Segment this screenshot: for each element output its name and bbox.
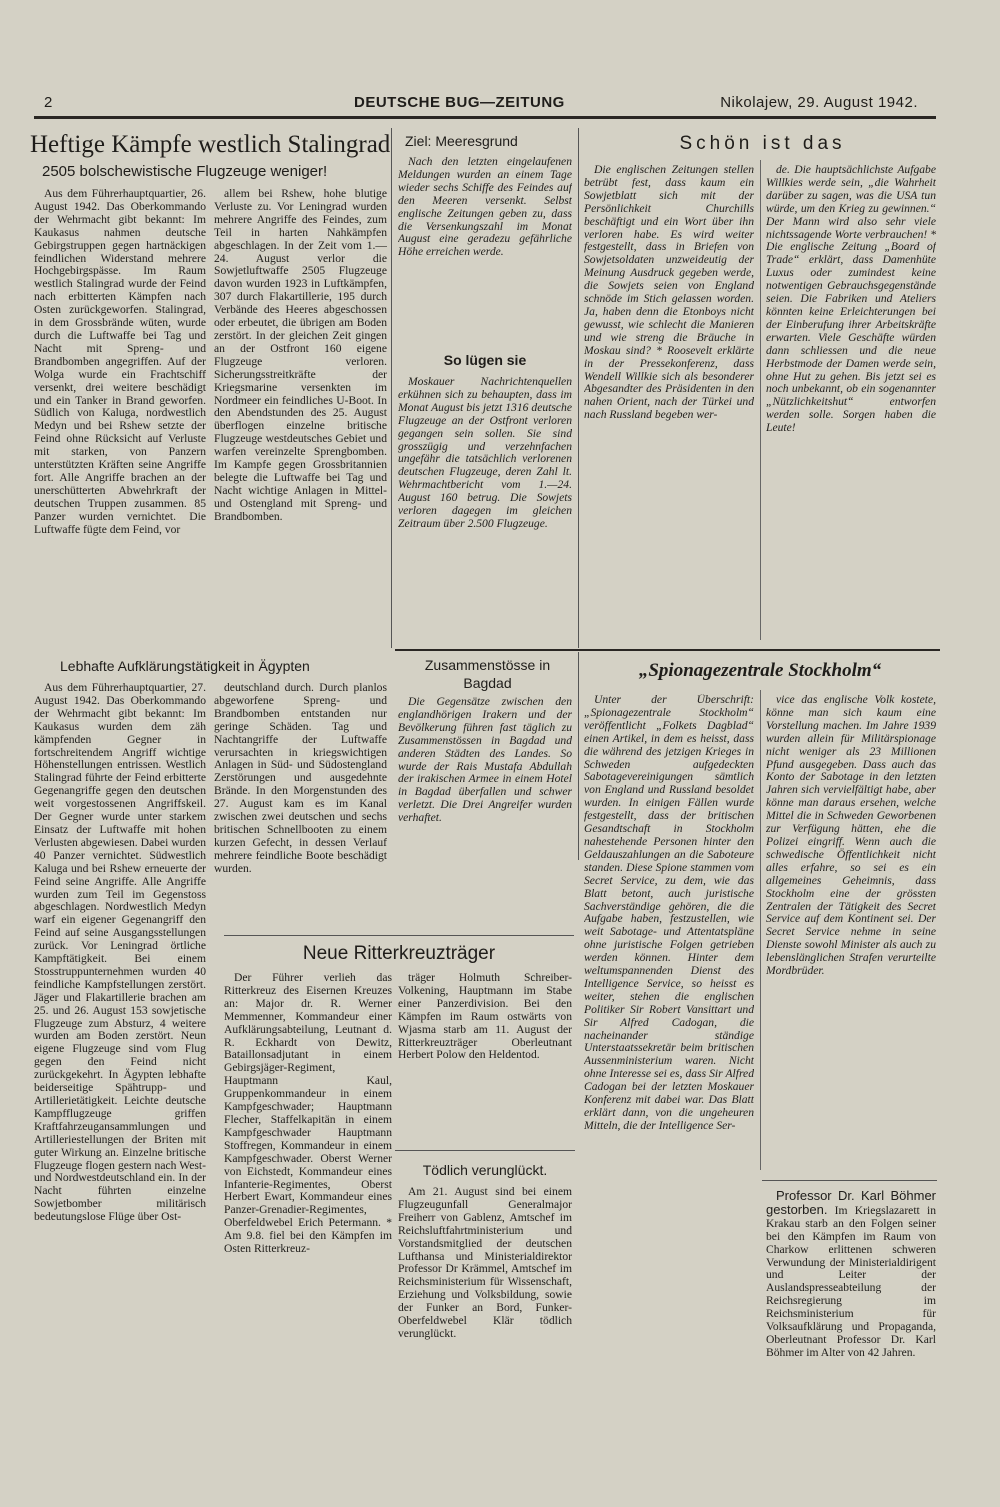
article-headline: Neue Ritterkreuzträger [302, 943, 496, 964]
article-text: Unter der Überschrift: „Spionagezentrale Stockholm“ veröffentlicht „Folkets Dagblad“ einen Artikel, in dem es heisst, dass die während des jetzigen Krieges in Schweden aufgedeckten Sabotagevereinigungen sämtlich von England und Russland besoldet wurden. In einigen Fällen wurde festgestellt, dass der britischen Gesandtschaft in Stockholm nahestehende Personen hinter den Geldauszahlungen an die Saboteure standen. Diese Spione stammen vom Secret Service, zu dem, wie das Blatt betont, auch juristische Sachverständige gehören, die die Aufgabe haben, festzustellen, wie weit Sabotage- und Attentatspläne ohne juristische Folgen getrieben werden können. Hinter dem weltumspannenden Dienst des Intelligence Service, so heisst es weiter, stehen die englischen Politiker Sir Robert Vansittart und Sir Alfred Cadogan, die nacheinander ständige Unterstaatssekretär beim britischen Aussenministerium waren. Nicht ohne Interesse sei es, dass Sir Alfred Cadogan bei der letzten Moskauer Konferenz mit dabei war. Das Blatt erklärt dann, von die ungeheuren Mitteln, die der Intelligence Ser- [584, 694, 754, 1132]
article-text: Professor Dr. Karl Böhmer gestorben. Im Kriegslazarett in Krakau starb an den Folgen seiner bei den Kämpfen im Raum von Charkow erlittenen schweren Verwundung der Ministerialdirigent und Leiter der Auslandspresseabteilung der Reichsregierung im Reichsministerium für Volksaufklärung und Propaganda, Oberleutnant Professor Dr. Karl Böhmer im Alter von 42 Jahren. [766, 1190, 936, 1359]
section-rule [395, 649, 940, 651]
section-rule [224, 935, 574, 936]
article-text: Aus dem Führerhauptquartier, 27. August 1942. Das Oberkommando der Wehrmacht gibt bekannt: Im Kaukasus wurden dem zäh kämpfenden Gegner in fortschreitendem Angriff wichtige Höhenstellungen entrissen. Westlich Stalingrad führte der Feind erbitterte Gegenangriffe gegen den deutschen weit vorgestossenen Angriffskeil. Der Gegner wurde unter starkem Einsatz der Luftwaffe mit hohen Verlusten abgewiesen. Dabei wurden 40 Panzer vernichtet. Südwestlich Kaluga und bei Rshew erneuerte der Feind seine Angriffe. Alle Angriffe wurden zum Teil im Gegenstoss abgeschlagen. Nordwestlich Medyn warf ein eigener Gegenangriff den Feind auf seine Ausgangsstellungen zurück. Vor Leningrad örtliche Kampftätigkeit. Bei einem Stosstruppunternehmen wurden 40 feindliche Kampfstellungen zerstört. Jäger und Flakartillerie brachen am 25. und 26. August 153 sowjetische Flugzeuge zum Absturz, 4 weitere wurden am Boden zerstört. Neun eigene Flugzeuge sind vom Flug gegen den Feind nicht zurückgekehrt. In Ägypten lebhafte beiderseitige Spähtrupp- und Artillerietätigkeit. Leichte deutsche Kampfflugzeuge griffen Kraftfahrzeugansammlungen und Artilleriestellungen der Briten mit guter Wirkung an. Einzelne britische Flugzeuge flogen gestern nach West- und Nordwestdeutschland ein. In der Nacht führten einzelne Sowjetbomber militärisch bedeutungslose Flüge über Ost- [34, 682, 206, 1224]
article-headline: So lügen sie [443, 352, 527, 368]
article-text: Die englischen Zeitungen stellen betrübt fest, dass kaum ein Sowjetblatt sich mit der Persönlichkeit Churchills beschäftigt und ein Wort über ihn verloren habe. Es wird weiter festgestellt, dass in Briefen von Sowjetsoldaten unzweideutig der Meinung Ausdruck gegeben werde, die Sowjets seien von England schnöde im Stich gelassen worden. Ja, haben denn die Etonboys nicht gewusst, wie schlecht die Manieren und wie streng die Bräuche in Moskau sind? * Roosevelt erklärte in der Pressekonferenz, dass Wendell Willkie sich als besonderer Abgesandter des Präsidenten in den nahen Orient, nach der Türkei und nach Russland begeben wer- [584, 164, 754, 422]
article-headline: Professor Dr. Karl Böhmer gestorben. [766, 1190, 936, 1217]
column-divider [760, 690, 761, 1170]
article-text: vice das englische Volk kostete, könne man sich kaum eine Vorstellung machen. Im Jahre 1939 wurden allein für Militärspionage nicht weniger als 23 Millionen Pfund ausgegeben. Dass auch das Konto der Sabotage in den letzten Jahren sich vervielfältigt habe, aber könne man daraus ersehen, welche Mittel die in Schweden Geworbenen zur Verfügung hätten, ehe die Polizei eingriff. Wenn auch die schwedische Öffentlichkeit nicht alles erfahre, so sei es ein allgemeines Geheimnis, dass Stockholm eine der grössten Zentralen der Tätigkeit des Secret Service auf dem Kontinent sei. Der Secret Service nehme in seine Dienste sowohl Minister als auch zu lebenslänglichen Strafen verurteilte Mordbrüder. [766, 694, 936, 978]
section-rule [395, 1150, 575, 1151]
article-text: Aus dem Führerhauptquartier, 26. August 1942. Das Oberkommando der Wehrmacht gibt bekannt: Im Kaukasus nahmen deutsche Gebirgstruppen gegen hartnäckigen feindlichen Widerstand mehrere Hochgebirgspässe. Im Raum westlich Stalingrad wurde der Feind nach erbitterten Kämpfen nach Osten zurückgeworfen. Stalingrad, in dem Grossbrände wüten, wurde durch die Luftwaffe bei Tag und Nacht mit Spreng- und Brandbomben angegriffen. Auf der Wolga wurde ein Frachtschiff versenkt, drei weitere beschädigt und ein Tanker in Brand geworfen. Südlich von Kaluga, nordwestlich Medyn und bei Rshew setzte der Feind ohne Rücksicht auf Verluste mit starken, von Panzern unterstützten Kräften seine Angriffe fort. Alle Angriffe brachen an der unerschütterten Abwehrkraft der deutschen Truppen zusammen. 85 Panzer wurden vernichtet. Die Luftwaffe fügte dem Feind, vor [34, 188, 206, 536]
article-headline: Schön ist das [679, 133, 846, 154]
masthead-rule [34, 116, 936, 119]
section-rule [762, 1180, 937, 1181]
article-text: deutschland durch. Durch planlos abgeworfene Spreng- und Brandbomben entstanden nur geringe Schäden. Tag und Nachtangriffe der Luftwaffe verursachten in kriegswichtigen Anlagen in Süd- und Südostengland Zerstörungen und ausgedehnte Brände. In den Morgenstunden des 27. August kam es im Kanal zwischen zwei deutschen und sechs britischen Schnellbooten zu einem kurzen Gefecht, in dessen Verlauf mehrere feindliche Boote beschädigt wurden. [214, 682, 387, 875]
dateline: Nikolajew, 29. August 1942. [720, 94, 918, 111]
column-divider [760, 160, 761, 640]
article-headline: Ziel: Meeresgrund [405, 133, 518, 149]
article-text: Der Führer verlieh das Ritterkreuz des Eisernen Kreuzes an: Major dr. R. Werner Memmenner, Kommandeur einer Aufklärungsabteilung, Leutnant d. R. Eckhardt von Dewitz, Bataillonsadjutant in einem Gebirgsjäger-Regiment, Hauptmann Kaul, Gruppenkommandeur in einem Kampfgeschwader; Hauptmann Flecher, Staffelkapitän in einem Kampfgeschwader Hauptmann Stoffregen, Kommandeur in einem Kampfgeschwader. Oberst Werner von Eichstedt, Kommandeur eines Infanterie-Regimentes, Oberst Herbert Ewart, Kommandeur eines Panzer-Grenadier-Regimentes, Oberfeldwebel Erich Petermann. * Am 9.8. fiel bei den Kämpfen im Osten Ritterkreuz- [224, 972, 392, 1256]
paper-name: DEUTSCHE BUG—ZEITUNG [354, 94, 565, 111]
article-text: Moskauer Nachrichtenquellen erkühnen sich zu behaupten, dass im Monat August bis jetzt 1316 deutsche Flugzeuge an der Ostfront verloren gegangen sein sollen. Sie sind grosszügig und verzehnfachen ungefähr die tatsächlich verlorenen deutschen Flugzeuge, deren Zahl lt. Wehrmachtbericht vom 1.—24. August 160 betrug. Die Sowjets verloren dagegen im gleichen Zeitraum über 2.500 Flugzeuge. [398, 376, 572, 530]
page-number: 2 [44, 94, 53, 111]
article-text: träger Holmuth Schreiber-Volkening, Hauptmann im Stabe einer Panzerdivision. Bei den Kämpfen im Raum ostwärts von Wjasma starb am 11. August der Ritterkreuzträger Oberleutnant Herbert Polow den Heldentod. [398, 972, 572, 1062]
article-text: Die Gegensätze zwischen den englandhörigen Irakern und der Bevölkerung führen fast täglich zu Zusammenstössen in Bagdad und anderen Städten des Landes. So wurde der Rais Mustafa Abdullah der irakischen Armee in einem Hotel in Bagdad überfallen und schwer verletzt. Die Drei Angreifer wurden verhaftet. [398, 696, 572, 825]
article-text: de. Die hauptsächlichste Aufgabe Willkies werde sein, „die Wahrheit darüber zu sagen, was die USA tun würde, um den Krieg zu gewinnen.“ Der Mann wird also sehr viele nichtssagende Worte verbrauchen! * Die englische Zeitung „Board of Trade“ erklärt, dass Damenhüte Luxus oder zumindest keine notwentigen Gebrauchsgegenstände seien. Die Fabriken und Ateliers könnten keine Erleichterungen bei der Einberufung ihrer Arbeitskräfte erwarten. Viele Geschäfte würden dann schliessen und die neue Herbstmode der Damen werde sein, ohne Hut zu gehen. Bis jetzt sei es noch unbekannt, ob ein sogenannter „Nützlichkeitshut“ entworfen werden solle. Sorgen haben die Leute! [766, 164, 936, 435]
column-divider [578, 128, 579, 648]
article-text: Nach den letzten eingelaufenen Meldungen wurden an einem Tage wieder sechs Schiffe des Feindes auf den Meeren versenkt. Selbst englische Zeitungen geben zu, dass die Versenkungszahl im Monat August eine geradezu gefährliche Höhe erreichen werde. [398, 156, 572, 259]
article-subheadline: 2505 bolschewistische Flugzeuge weniger! [42, 163, 328, 180]
column-divider [391, 128, 392, 648]
article-headline: Heftige Kämpfe westlich Stalingrad [30, 131, 390, 158]
article-text: Am 21. August sind bei einem Flugzeugunfall Generalmajor Freiherr von Gablenz, Amtschef im Reichsluftfahrtministerium und Vorstandsmitglied der deutschen Lufthansa und Ministerialdirektor Professor Dr Krämmel, Amtschef im Reichsministerium für Wissenschaft, Erziehung und Volksbildung, sowie der Funker an Bord, Funker-Oberfeldwebel Klär tödlich verunglückt. [398, 1186, 572, 1340]
article-text: allem bei Rshew, hohe blutige Verluste zu. Vor Leningrad wurden mehrere Angriffe des Feindes, zum Teil in harten Nahkämpfen abgeschlagen. In der Zeit vom 1.—24. August verlor die Sowjetluftwaffe 2505 Flugzeuge davon wurden 1923 in Luftkämpfen, 307 durch Flakartillerie, 195 durch Verbände des Heeres abgeschossen oder erbeutet, die übrigen am Boden zerstört. In der gleichen Zeit gingen an der Ostfront 160 eigene Flugzeuge verloren. Sicherungsstreitkräfte der Kriegsmarine versenkten im Nordmeer ein feindliches U-Boot. In den Abendstunden des 25. August überflogen einzelne britische Flugzeuge westdeutsches Gebiet und warfen vereinzelte Sprengbomben. Im Kampfe gegen Grossbritannien belegte die Luftwaffe bei Tag und Nacht wichtige Anlagen in Mittel- und Ostengland mit Spreng- und Brandbomben. [214, 188, 387, 523]
column-divider [578, 652, 579, 860]
article-headline: Tödlich verunglückt. [422, 1162, 548, 1178]
article-headline: Lebhafte Aufklärungstätigkeit in Ägypten [60, 658, 310, 674]
article-headline: „Spionagezentrale Stockholm“ [638, 660, 882, 681]
article-headline: Zusammenstösse in Bagdad [424, 657, 551, 691]
